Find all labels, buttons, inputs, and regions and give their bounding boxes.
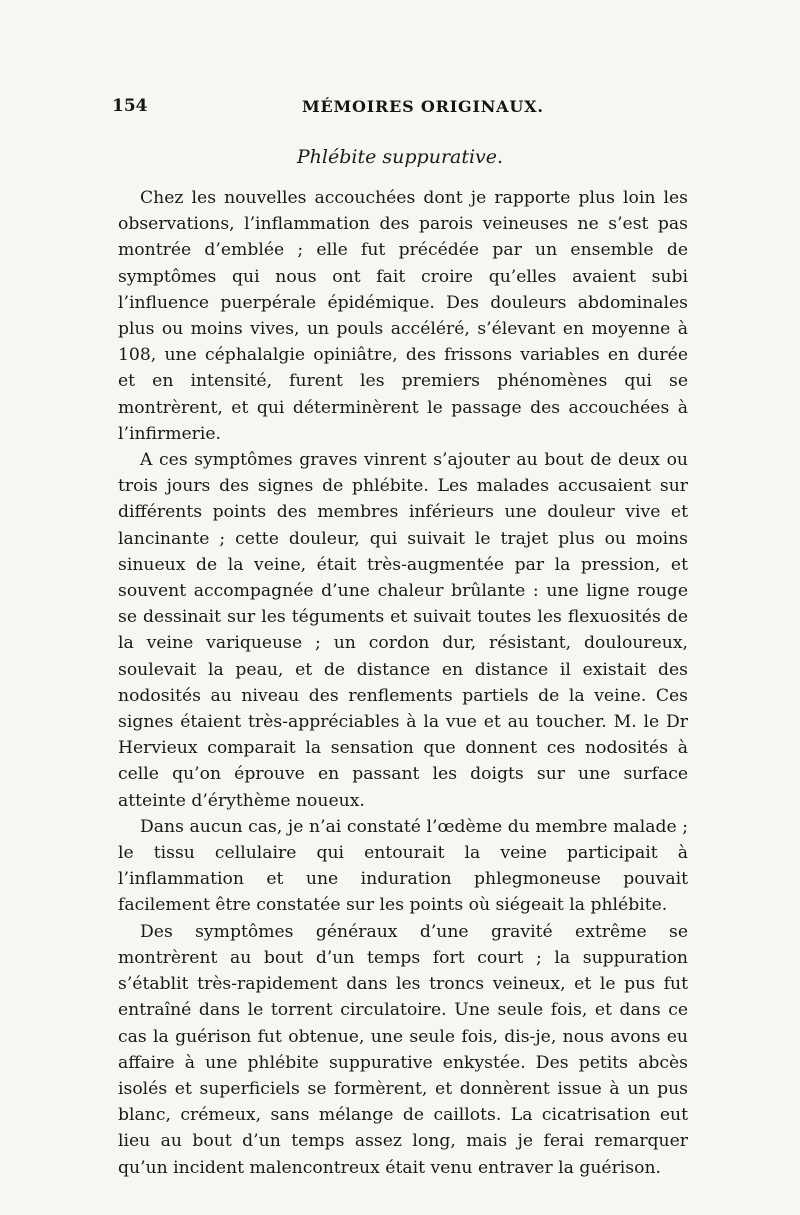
page-header [112, 96, 692, 122]
paragraph-2: A ces symptômes graves vinrent s’ajouter au bout de deux ou trois jours des signes de phlébite. Les malades accusaient sur différents points des membres inférieurs une douleur vive et lancinante ; cette douleur, qui suivait le trajet plus ou moins sinueux de la veine, était très-augmentée par la pression, et souvent accompagnée d’une chaleur brûlante : une ligne rouge se dessinait sur les téguments et suivait toutes les flexuosités de la veine variqueuse ; un cordon dur, résistant, douloureux, soulevait la peau, et de distance en distance il existait des nodosités au niveau des renflements partiels de la veine. Ces signes étaient très-appréciables à la vue et au toucher. M. le Dr Hervieux comparait la sensation que donnent ces nodosités à celle qu’on éprouve en passant les doigts sur une surface atteinte d’érythème noueux. [118, 450, 688, 811]
paragraph-3: Dans aucun cas, je n’ai constaté l’œdème du membre malade ; le tissu cellulaire qui entourait la veine participait à l’inflammation et une induration phlegmoneuse pouvait facilement être constatée sur les points où siégeait la phlébite. [118, 816, 688, 916]
paragraph-1: Chez les nouvelles accouchées dont je rapporte plus loin les observations, l’inflammation des parois veineuses ne s’est pas montrée d’emblée ; elle fut précédée par un ensemble de symptômes qui nous ont fait croire qu’elles avaient subi l’influence puerpérale épidémique. Des douleurs abdominales plus ou moins vives, un pouls accéléré, s’élevant en moyenne à 108, une céphalalgie opiniâtre, des frissons variables en durée et en intensité, furent les premiers phénomènes qui se montrèrent, et qui déterminèrent le passage des accouchées à l’infirmerie. [118, 188, 688, 444]
running-title: MÉMOIRES ORIGINAUX. [302, 97, 544, 116]
page-number: 154 [112, 96, 148, 116]
body-text [118, 185, 688, 1181]
paragraph-4: Des symptômes généraux d’une gravité extrême se montrèrent au bout d’un temps fort court ; la suppuration s’établit très-rapidement dans les troncs veineux, et le pus fut entraîné dans le torrent circulatoire. Une seule fois, et dans ce cas la guérison fut obtenue, une seule fois, dis-je, nous avons eu affaire à une phlébite suppurative enkystée. Des petits abcès isolés et superficiels se formèrent, et donnèrent issue à un pus blanc, crémeux, sans mélange de caillots. La cicatrisation eut lieu au bout d’un temps assez long, mais je ferai remarquer qu’un incident malencontreux était venu entraver la guérison. [118, 921, 688, 1178]
section-title: Phlébite suppurative. [296, 146, 504, 168]
